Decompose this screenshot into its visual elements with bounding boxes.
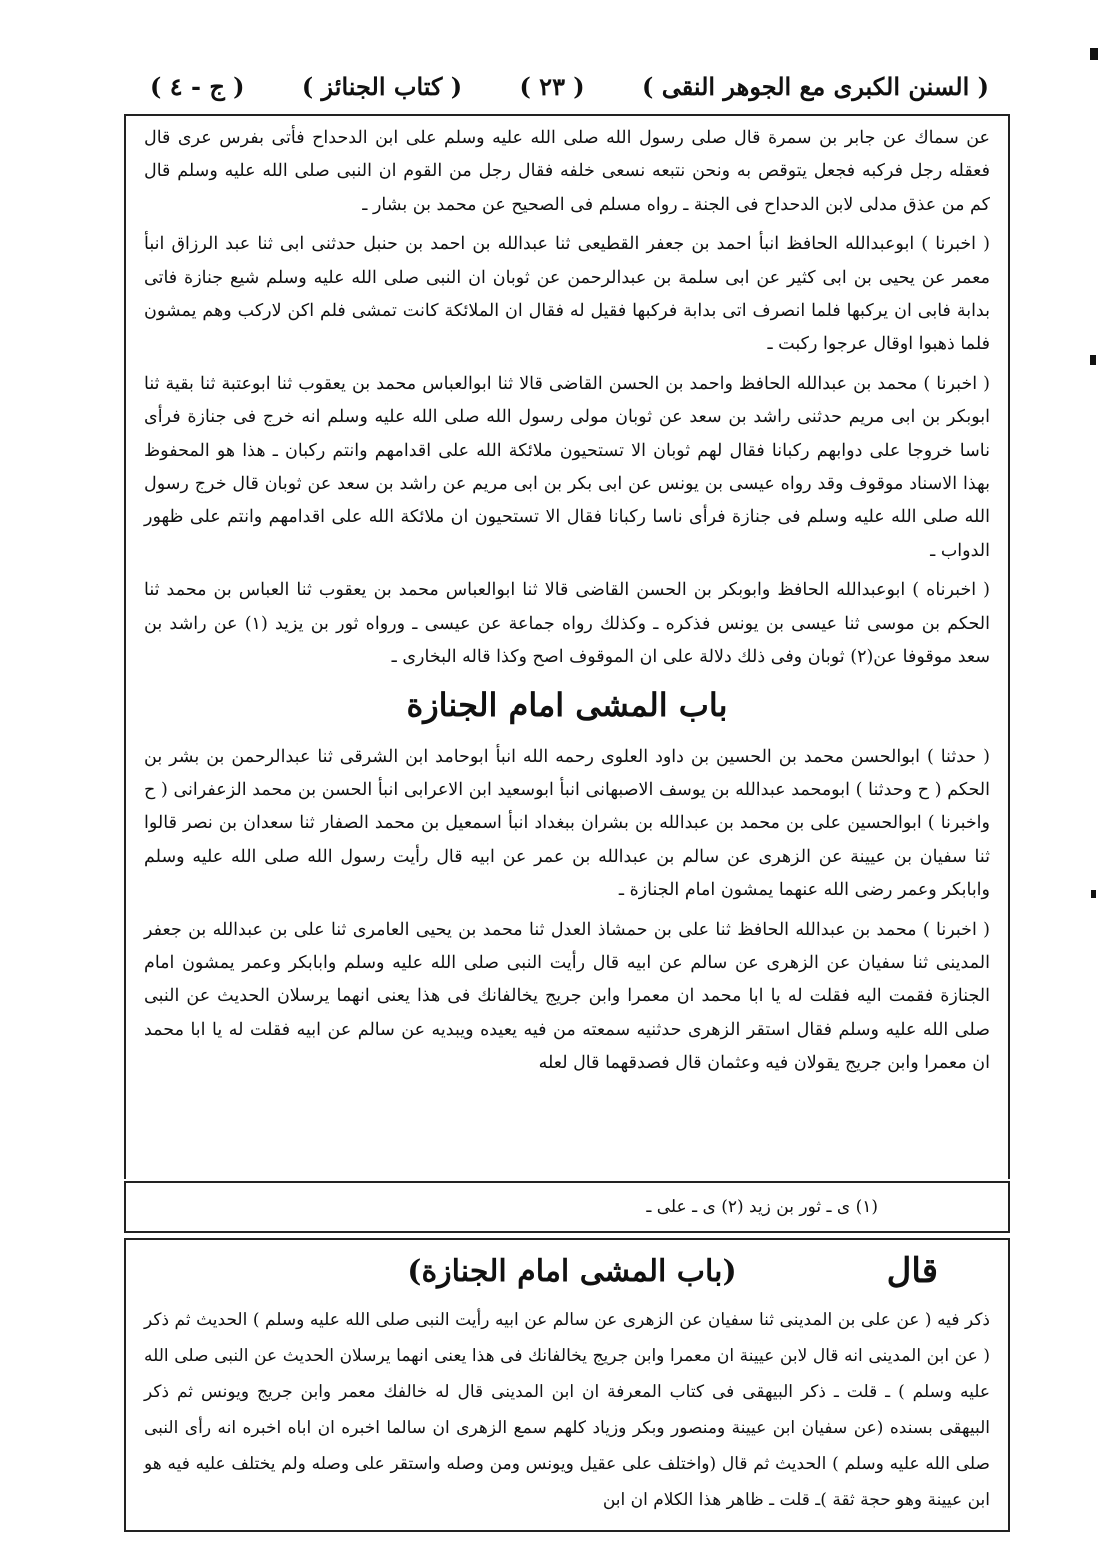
commentary-label: قال — [886, 1251, 938, 1291]
paragraph-5: ( حدثنا ) ابوالحسن محمد بن الحسين بن داود العلوى رحمه الله انبأ ابوحامد ابن الشرقى ثنا عبدالرحمن بن بشر بن الحكم ( ح وحدثنا ) ابومحمد عبدالله بن يوسف الاصبهانى انبأ ابوسعيد ابن الاعرابى انبأ الحسن بن محمد الزعفرانى ( ح واخبرنا ) ابوالحسين على بن محمد بن عبدالله بن بشران ببغداد انبأ اسمعيل بن محمد الصفار ثنا سعدان بن نصر قالوا ثنا سفيان بن عيينة عن الزهرى عن سالم بن عبدالله بن عمر عن ابيه قال رأيت رسول الله صلى الله عليه وسلم وابابكر وعمر رضى الله عنهما يمشون امام الجنازة ـ — [144, 746, 990, 901]
book-title: ( السنن الكبرى مع الجوهر النقى ) — [641, 71, 989, 101]
footnote-text: (١) ى ـ ثور بن زيد (٢) ى ـ على ـ — [646, 1197, 878, 1217]
paragraph-3: ( اخبرنا ) محمد بن عبدالله الحافظ واحمد بن الحسن القاضى قالا ثنا ابوالعباس محمد بن يعقوب ثنا ابوعتبة ثنا بقية ثنا ابوبكر بن ابى مريم حدثنى راشد بن سعد عن ثوبان مولى رسول الله صلى الله عليه وسلم انه خرج فى جنازة فرأى ناسا خروجا على دوابهم ركبانا فقال لهم ثوبان الا تستحيون ملائكة الله على اقدامهم وانتم ركبان ـ هذا هو المحفوظ بهذا الاسناد موقوف وقد رواه عيسى بن يونس عن ابى بكر بن ابى مريم عن راشد بن سعد عن ثوبان قال خرج رسول الله صلى الله عليه وسلم فى جنازة فرأى ناسا ركبانا فقال الا تستحيون ان ملائكة الله على اقدامهم وانتم على ظهور الدواب ـ — [144, 373, 990, 561]
main-text-frame — [124, 114, 1010, 1179]
paragraph-4: ( اخبرناه ) ابوعبدالله الحافظ وابوبكر بن الحسن القاضى قالا ثنا ابوالعباس محمد بن يعقوب ثنا العباس بن محمد ثنا الحكم بن موسى ثنا عيسى بن يونس فذكره ـ وكذلك رواه جماعة عن عيسى ـ ورواه ثور بن يزيد (١) عن راشد بن سعد موقوفا عن(٢) ثوبان وفى ذلك دلالة على ان الموقوف اصح وكذا قاله البخارى ـ — [144, 580, 990, 668]
binding-mark-lower — [1091, 890, 1096, 898]
volume-number: ( ج - ٤ ) — [150, 71, 245, 101]
footnote-frame — [124, 1181, 1010, 1233]
paragraph-6: ( اخبرنا ) محمد بن عبدالله الحافظ ثنا على بن حمشاذ العدل ثنا محمد بن يحيى العامرى ثنا على بن عبدالله بن جعفر المدينى ثنا سفيان عن الزهرى عن سالم عن ابيه قال رأيت النبى صلى الله عليه وسلم وابابكر وعمر يمشون امام الجنازة فقمت اليه فقلت له يا ابا محمد ان معمرا وابن جريج يخالفانك فى هذا يعنى انهما يرسلان الحديث عن النبى صلى الله عليه وسلم فقال استقر الزهرى حدثنيه سمعته من فيه يعيده ويبديه عن سالم عن ابيه فقلت له يا ابا محمد ان معمرا وابن جريج يقولان فيه وعثمان قال فصدقهما قال لعله — [144, 919, 990, 1074]
binding-mark-middle — [1090, 355, 1096, 365]
page-number: ( ٢٣ ) — [519, 71, 585, 101]
binding-mark-top — [1090, 48, 1098, 60]
running-header — [150, 66, 989, 106]
paragraph-1: عن سماك عن جابر بن سمرة قال صلى رسول الله صلى الله عليه وسلم على ابن الدحداح فأتى بفرس عرى قال فعقله رجل فركبه فجعل يتوقص به ونحن نتبعه نسعى خلفه فقال رجل من القوم ان النبى صلى الله عليه وسلم قال كم من عذق مدلى لابن الدحداح فى الجنة ـ رواه مسلم فى الصحيح عن محمد بن بشار ـ — [144, 128, 990, 215]
commentary-text: ذكر فيه ( عن على بن المدينى ثنا سفيان عن الزهرى عن سالم عن ابيه رأيت النبى صلى الله عليه وسلم ) الحديث ثم ذكر ( عن ابن المدينى انه قال لابن عيينة ان معمرا وابن جريج يخالفانك فى هذا يعنى انهما يرسلان الحديث عن النبى صلى الله عليه وسلم ) ـ قلت ـ ذكر البيهقى فى كتاب المعرفة ان ابن المدينى قال له خالفك معمر وابن جريج ويونس ثم ذكر البيهقى بسنده (عن سفيان ابن عيينة ومنصور وبكر وزياد كلهم سمع الزهرى ان سالما اخبره ان اباه اخبره انه رأى النبى صلى الله عليه وسلم ) الحديث ثم قال (واختلف على عقيل ويونس ومن وصله واستقر على وصله ولم يختلف عليه فيه هو ابن عيينة وهو حجة ثقة )ـ قلت ـ ظاهر هذا الكلام ان ابن — [144, 1310, 990, 1510]
section-heading: باب المشى امام الجنازة — [406, 685, 728, 724]
paragraph-2: ( اخبرنا ) ابوعبدالله الحافظ انبأ احمد بن جعفر القطيعى ثنا عبدالله بن احمد بن حنبل حدثنى ابى ثنا عبد الرزاق انبأ معمر عن يحيى بن ابى كثير عن ابى سلمة بن عبدالرحمن عن ثوبان ان النبى صلى الله عليه وسلم شيع جنازة فاتى بدابة فابى ان يركبها فلما انصرف اتى بدابة فركبها فقيل له فقال ان الملائكة كانت تمشى فلم اكن لاركب وهم يمشون فلما ذهبوا اوقال عرجوا ركبت ـ — [144, 234, 990, 355]
chapter-title: ( كتاب الجنائز ) — [301, 71, 463, 101]
commentary-header — [126, 1240, 1008, 1302]
commentary-title: (باب المشى امام الجنازة) — [407, 1253, 737, 1289]
commentary-frame — [124, 1238, 1010, 1532]
